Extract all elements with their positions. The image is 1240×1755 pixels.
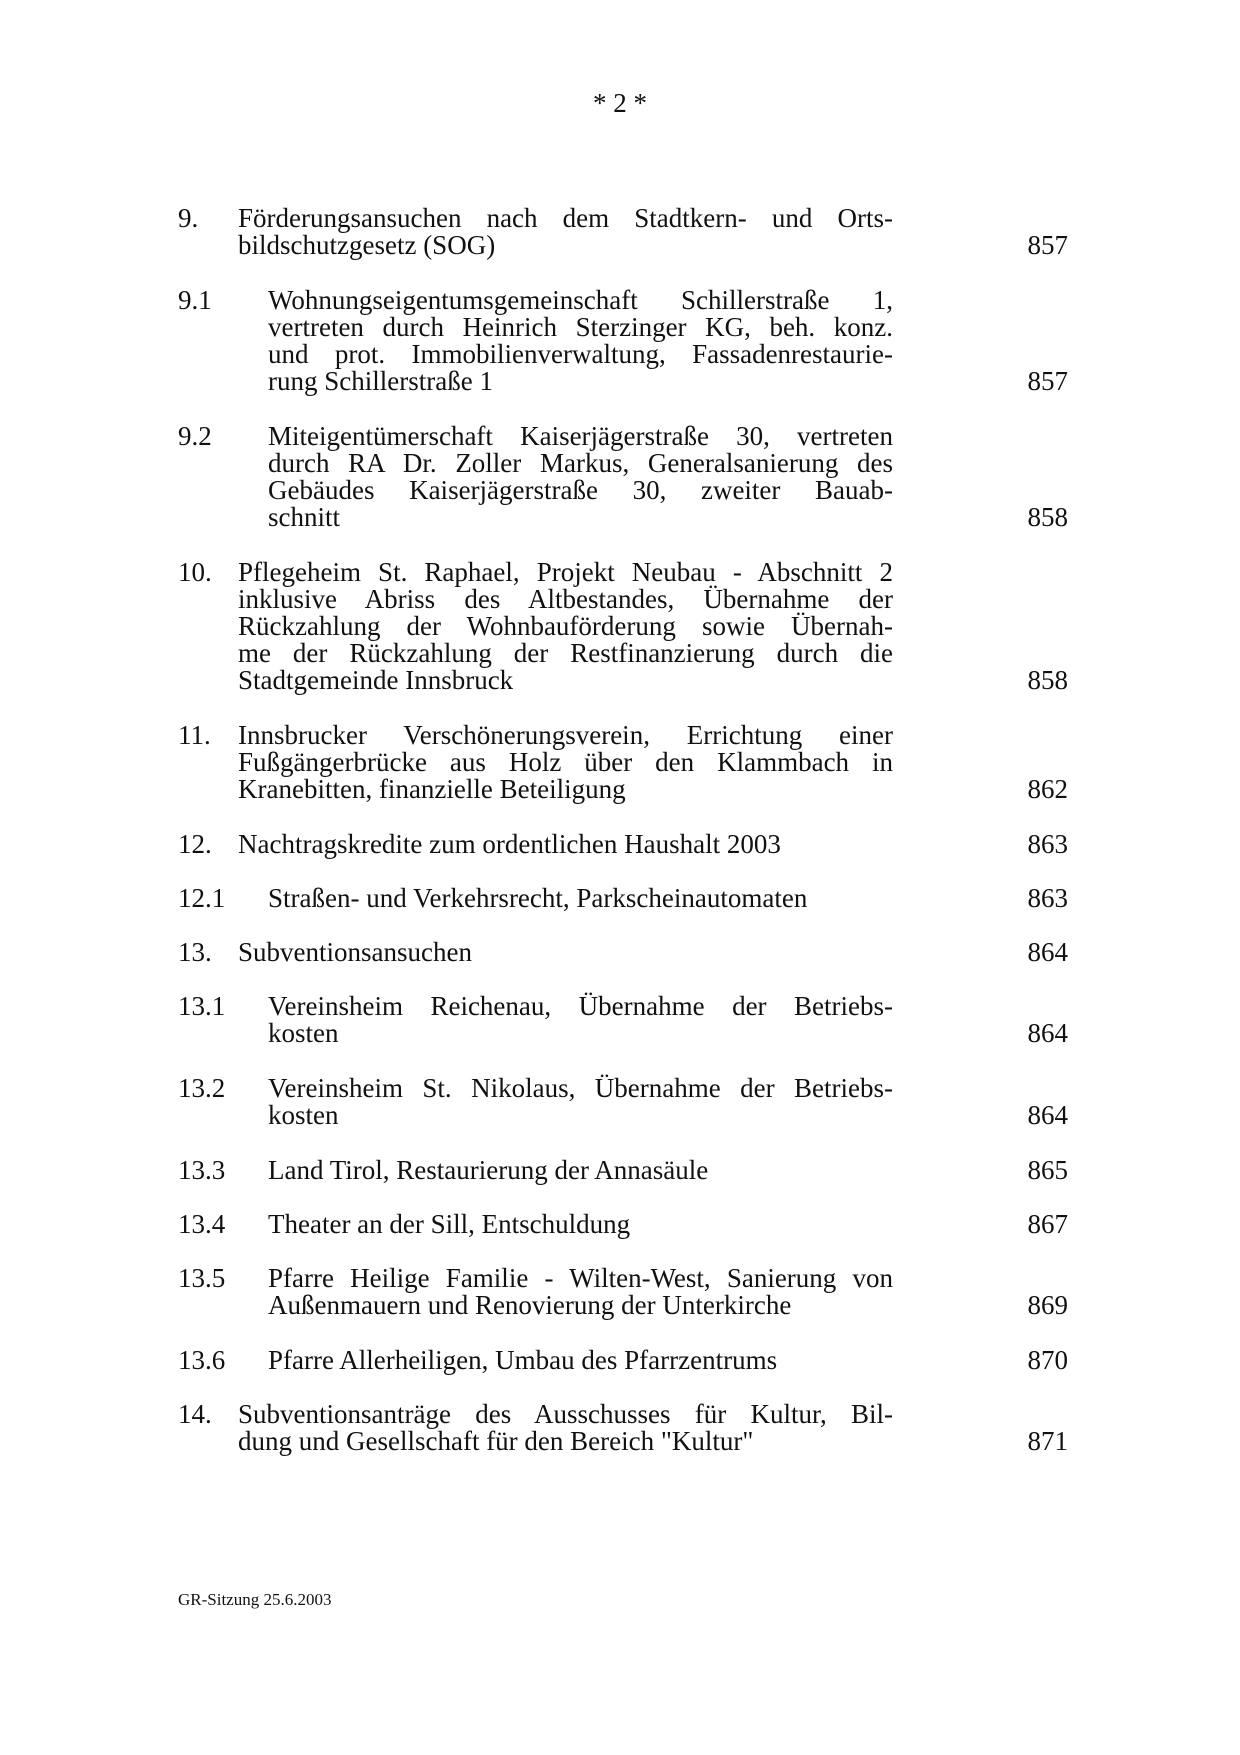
toc-entry-title-line: schnitt (268, 502, 340, 532)
toc-entry-title (238, 559, 893, 694)
toc-entry-number: 13.6 (178, 1345, 226, 1375)
toc-entry-title (268, 885, 893, 912)
toc-entry-number: 9. (178, 203, 199, 233)
toc-entry-title (268, 1157, 893, 1184)
toc-entry (178, 885, 1068, 939)
toc-entry-title (268, 287, 893, 395)
toc-entry-page: 863 (1027, 829, 1068, 859)
toc-entry-title-line: Förderungsansuchen nach dem Stadtkern- und Orts- (238, 203, 893, 233)
toc-entry-title-line: Subventionsansuchen (238, 937, 472, 967)
toc-entry (178, 939, 1068, 993)
toc-entry (178, 1211, 1068, 1265)
toc-entry (178, 1075, 1068, 1157)
toc-entry (178, 722, 1068, 831)
toc-entry-title-line: Kranebitten, finanzielle Beteiligung (238, 774, 626, 804)
toc-entry-number: 14. (178, 1399, 212, 1429)
toc-entry-number: 12.1 (178, 883, 226, 913)
footer-session-date: GR-Sitzung 25.6.2003 (178, 1590, 332, 1609)
toc-entry-page: 857 (1027, 230, 1068, 260)
toc-entry-title-line: inklusive Abriss des Altbestandes, Übernahme der (238, 584, 893, 614)
toc-entry-page: 863 (1027, 883, 1068, 913)
toc-entry (178, 993, 1068, 1075)
toc-entry-title-line: durch RA Dr. Zoller Markus, Generalsanierung des (268, 448, 893, 478)
toc-entry-number: 13. (178, 937, 212, 967)
toc-entry-title (268, 423, 893, 531)
toc-entry-title-line: Miteigentümerschaft Kaiserjägerstraße 30, vertreten (268, 421, 893, 451)
toc-entry-page: 858 (1027, 665, 1068, 695)
toc-entry-page: 858 (1027, 502, 1068, 532)
toc-entry-page: 864 (1027, 1018, 1068, 1048)
toc-entry-title-line: Subventionsanträge des Ausschusses für Kultur, Bil- (238, 1399, 893, 1429)
toc-entry-page: 871 (1027, 1426, 1068, 1456)
toc-entry (178, 287, 1068, 423)
toc-entry-title-line: Rückzahlung der Wohnbauförderung sowie Übernah- (238, 611, 893, 641)
toc-entry-page: 870 (1027, 1345, 1068, 1375)
toc-entry-title-line: Pflegeheim St. Raphael, Projekt Neubau - Abschnitt 2 (238, 557, 893, 587)
toc-entry-title (238, 831, 893, 858)
toc-entry-page: 864 (1027, 937, 1068, 967)
toc-entry-title (268, 993, 893, 1047)
toc-entry-title-line: kosten (268, 1018, 339, 1048)
page-number: * 2 * (593, 88, 647, 118)
toc-entry-page: 865 (1027, 1155, 1068, 1185)
toc-entry-title-line: kosten (268, 1100, 339, 1130)
toc-entry-number: 13.4 (178, 1209, 226, 1239)
toc-entry-title-line: und prot. Immobilienverwaltung, Fassadenrestaurie- (268, 339, 893, 369)
toc-entry-title-line: bildschutzgesetz (SOG) (238, 230, 496, 260)
toc-entry-title-line: Nachtragskredite zum ordentlichen Haushalt 2003 (238, 829, 781, 859)
toc-entry-number: 12. (178, 829, 212, 859)
toc-entry-title-line: Vereinsheim Reichenau, Übernahme der Betriebs- (268, 991, 893, 1021)
toc-entry (178, 559, 1068, 722)
toc-entry-title-line: Straßen- und Verkehrsrecht, Parkscheinautomaten (268, 883, 808, 913)
toc-entry (178, 1265, 1068, 1347)
toc-entry-number: 10. (178, 557, 212, 587)
toc-entry-number: 13.2 (178, 1073, 226, 1103)
toc-entry-number: 11. (178, 720, 211, 750)
toc-entry (178, 831, 1068, 885)
toc-entry-page: 867 (1027, 1209, 1068, 1239)
toc-entry-title (268, 1347, 893, 1374)
toc-entry-title (268, 1075, 893, 1129)
toc-entry (178, 423, 1068, 559)
toc-entry-title-line: vertreten durch Heinrich Sterzinger KG, beh. konz. (268, 312, 893, 342)
toc-entry-title-line: Wohnungseigentumsgemeinschaft Schillerstraße 1, (268, 285, 893, 315)
toc-entry-number: 9.2 (178, 421, 212, 451)
toc-entry-title-line: Gebäudes Kaiserjägerstraße 30, zweiter Bauab- (268, 475, 893, 505)
toc-entry (178, 1157, 1068, 1211)
toc-entry-title-line: rung Schillerstraße 1 (268, 366, 493, 396)
toc-entry-title-line: me der Rückzahlung der Restfinanzierung durch die (238, 638, 893, 668)
toc-entry-title-line: Vereinsheim St. Nikolaus, Übernahme der Betriebs- (268, 1073, 893, 1103)
toc-entry (178, 1401, 1068, 1483)
toc-entry (178, 205, 1068, 287)
toc-entry-page: 857 (1027, 366, 1068, 396)
toc-entry (178, 1347, 1068, 1401)
toc-entry-page: 864 (1027, 1100, 1068, 1130)
toc-entry-title-line: Theater an der Sill, Entschuldung (268, 1209, 631, 1239)
toc-entry-title-line: Stadtgemeinde Innsbruck (238, 665, 514, 695)
toc-entry-title (238, 205, 893, 259)
toc-entry-title-line: Fußgängerbrücke aus Holz über den Klammbach in (238, 747, 893, 777)
toc-entry-number: 13.3 (178, 1155, 226, 1185)
table-of-contents (178, 205, 1068, 1483)
toc-entry-title (268, 1211, 893, 1238)
toc-entry-number: 13.5 (178, 1263, 226, 1293)
toc-entry-title (238, 1401, 893, 1455)
toc-entry-title-line: Pfarre Allerheiligen, Umbau des Pfarrzentrums (268, 1345, 778, 1375)
toc-entry-title-line: Innsbrucker Verschönerungsverein, Errichtung einer (238, 720, 893, 750)
toc-entry-number: 9.1 (178, 285, 212, 315)
toc-entry-number: 13.1 (178, 991, 226, 1021)
toc-entry-title (238, 722, 893, 803)
toc-entry-title-line: Außenmauern und Renovierung der Unterkirche (268, 1290, 792, 1320)
toc-entry-title-line: Land Tirol, Restaurierung der Annasäule (268, 1155, 709, 1185)
toc-entry-title (268, 1265, 893, 1319)
toc-entry-title (238, 939, 893, 966)
toc-entry-page: 869 (1027, 1290, 1068, 1320)
toc-entry-title-line: Pfarre Heilige Familie - Wilten-West, Sanierung von (268, 1263, 893, 1293)
toc-entry-title-line: dung und Gesellschaft für den Bereich "Kultur" (238, 1426, 754, 1456)
toc-entry-page: 862 (1027, 774, 1068, 804)
